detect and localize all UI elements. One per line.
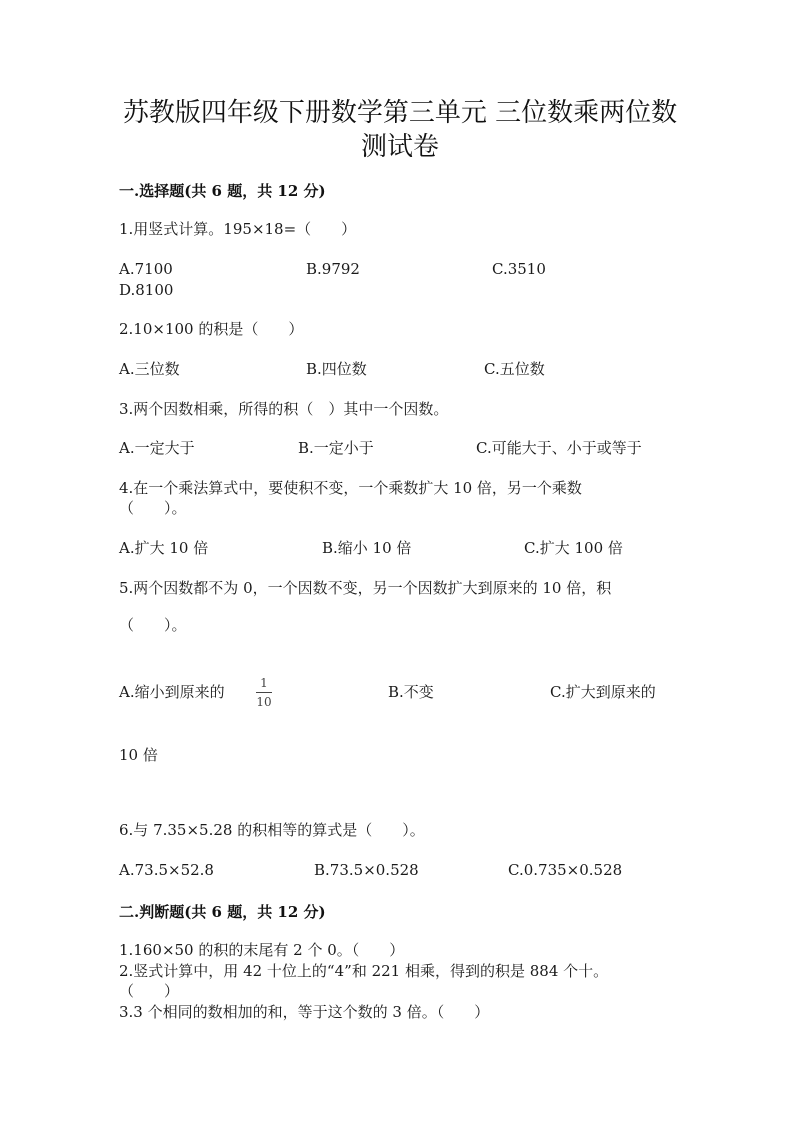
fraction-one-tenth <box>256 676 272 709</box>
question-3-option-b[interactable]: B.一定小于 <box>298 439 374 457</box>
section-heading-judgment: 二.判断题(共 6 题，共 12 分) <box>119 903 326 921</box>
question-4-option-a[interactable]: A.扩大 10 倍 <box>119 539 209 557</box>
question-2-option-b[interactable]: B.四位数 <box>306 360 367 378</box>
question-1-stem: 1.用竖式计算。195×18=（ ） <box>119 220 357 238</box>
judgment-3: 3.3 个相同的数相加的和，等于这个数的 3 倍。（ ） <box>119 1003 490 1021</box>
question-4-stem-line1: 4.在一个乘法算式中，要使积不变，一个乘数扩大 10 倍，另一个乘数 <box>119 479 582 497</box>
question-4-option-c[interactable]: C.扩大 100 倍 <box>524 539 623 557</box>
judgment-2-line2: （ ） <box>119 982 180 1000</box>
question-5-option-a[interactable]: A.缩小到原来的 <box>119 683 225 701</box>
question-3-option-a[interactable]: A.一定大于 <box>119 439 195 457</box>
question-6-option-a[interactable]: A.73.5×52.8 <box>119 861 214 879</box>
question-2-stem: 2.10×100 的积是（ ） <box>119 320 304 338</box>
question-5-stem-line2: （ ）。 <box>119 616 187 634</box>
question-1-option-c[interactable]: C.3510 <box>492 260 546 278</box>
question-3-stem: 3.两个因数相乘，所得的积（ ）其中一个因数。 <box>119 400 449 418</box>
question-5-option-c[interactable]: C.扩大到原来的 <box>550 683 656 701</box>
question-5-option-b[interactable]: B.不变 <box>388 683 434 701</box>
section-heading-choice: 一.选择题(共 6 题，共 12 分) <box>119 182 326 200</box>
fraction-numerator: 1 <box>260 676 268 690</box>
fraction-bar <box>256 692 272 693</box>
question-5-option-c-continuation: 10 倍 <box>119 746 158 764</box>
question-6-option-c[interactable]: C.0.735×0.528 <box>508 861 623 879</box>
question-6-option-b[interactable]: B.73.5×0.528 <box>314 861 419 879</box>
question-4-stem-line2: （ ）。 <box>119 499 187 517</box>
question-6-stem: 6.与 7.35×5.28 的积相等的算式是（ ）。 <box>119 821 425 839</box>
question-2-option-a[interactable]: A.三位数 <box>119 360 180 378</box>
question-4-option-b[interactable]: B.缩小 10 倍 <box>322 539 412 557</box>
question-1-option-a[interactable]: A.7100 <box>119 260 173 278</box>
question-2-option-c[interactable]: C.五位数 <box>484 360 545 378</box>
fraction-denominator: 10 <box>256 695 272 709</box>
question-1-option-b[interactable]: B.9792 <box>306 260 360 278</box>
judgment-2-line1: 2.竖式计算中，用 42 十位上的“4”和 221 相乘，得到的积是 884 个十。 <box>119 962 609 980</box>
question-3-option-c[interactable]: C.可能大于、小于或等于 <box>476 439 642 457</box>
question-5-stem-line1: 5.两个因数都不为 0，一个因数不变，另一个因数扩大到原来的 10 倍，积 <box>119 579 612 597</box>
question-1-option-d[interactable]: D.8100 <box>119 281 174 299</box>
worksheet-title-line2: 测试卷 <box>360 132 439 162</box>
worksheet-title-line1: 苏教版四年级下册数学第三单元 三位数乘两位数 <box>122 98 678 128</box>
judgment-1: 1.160×50 的积的末尾有 2 个 0。（ ） <box>119 941 405 959</box>
